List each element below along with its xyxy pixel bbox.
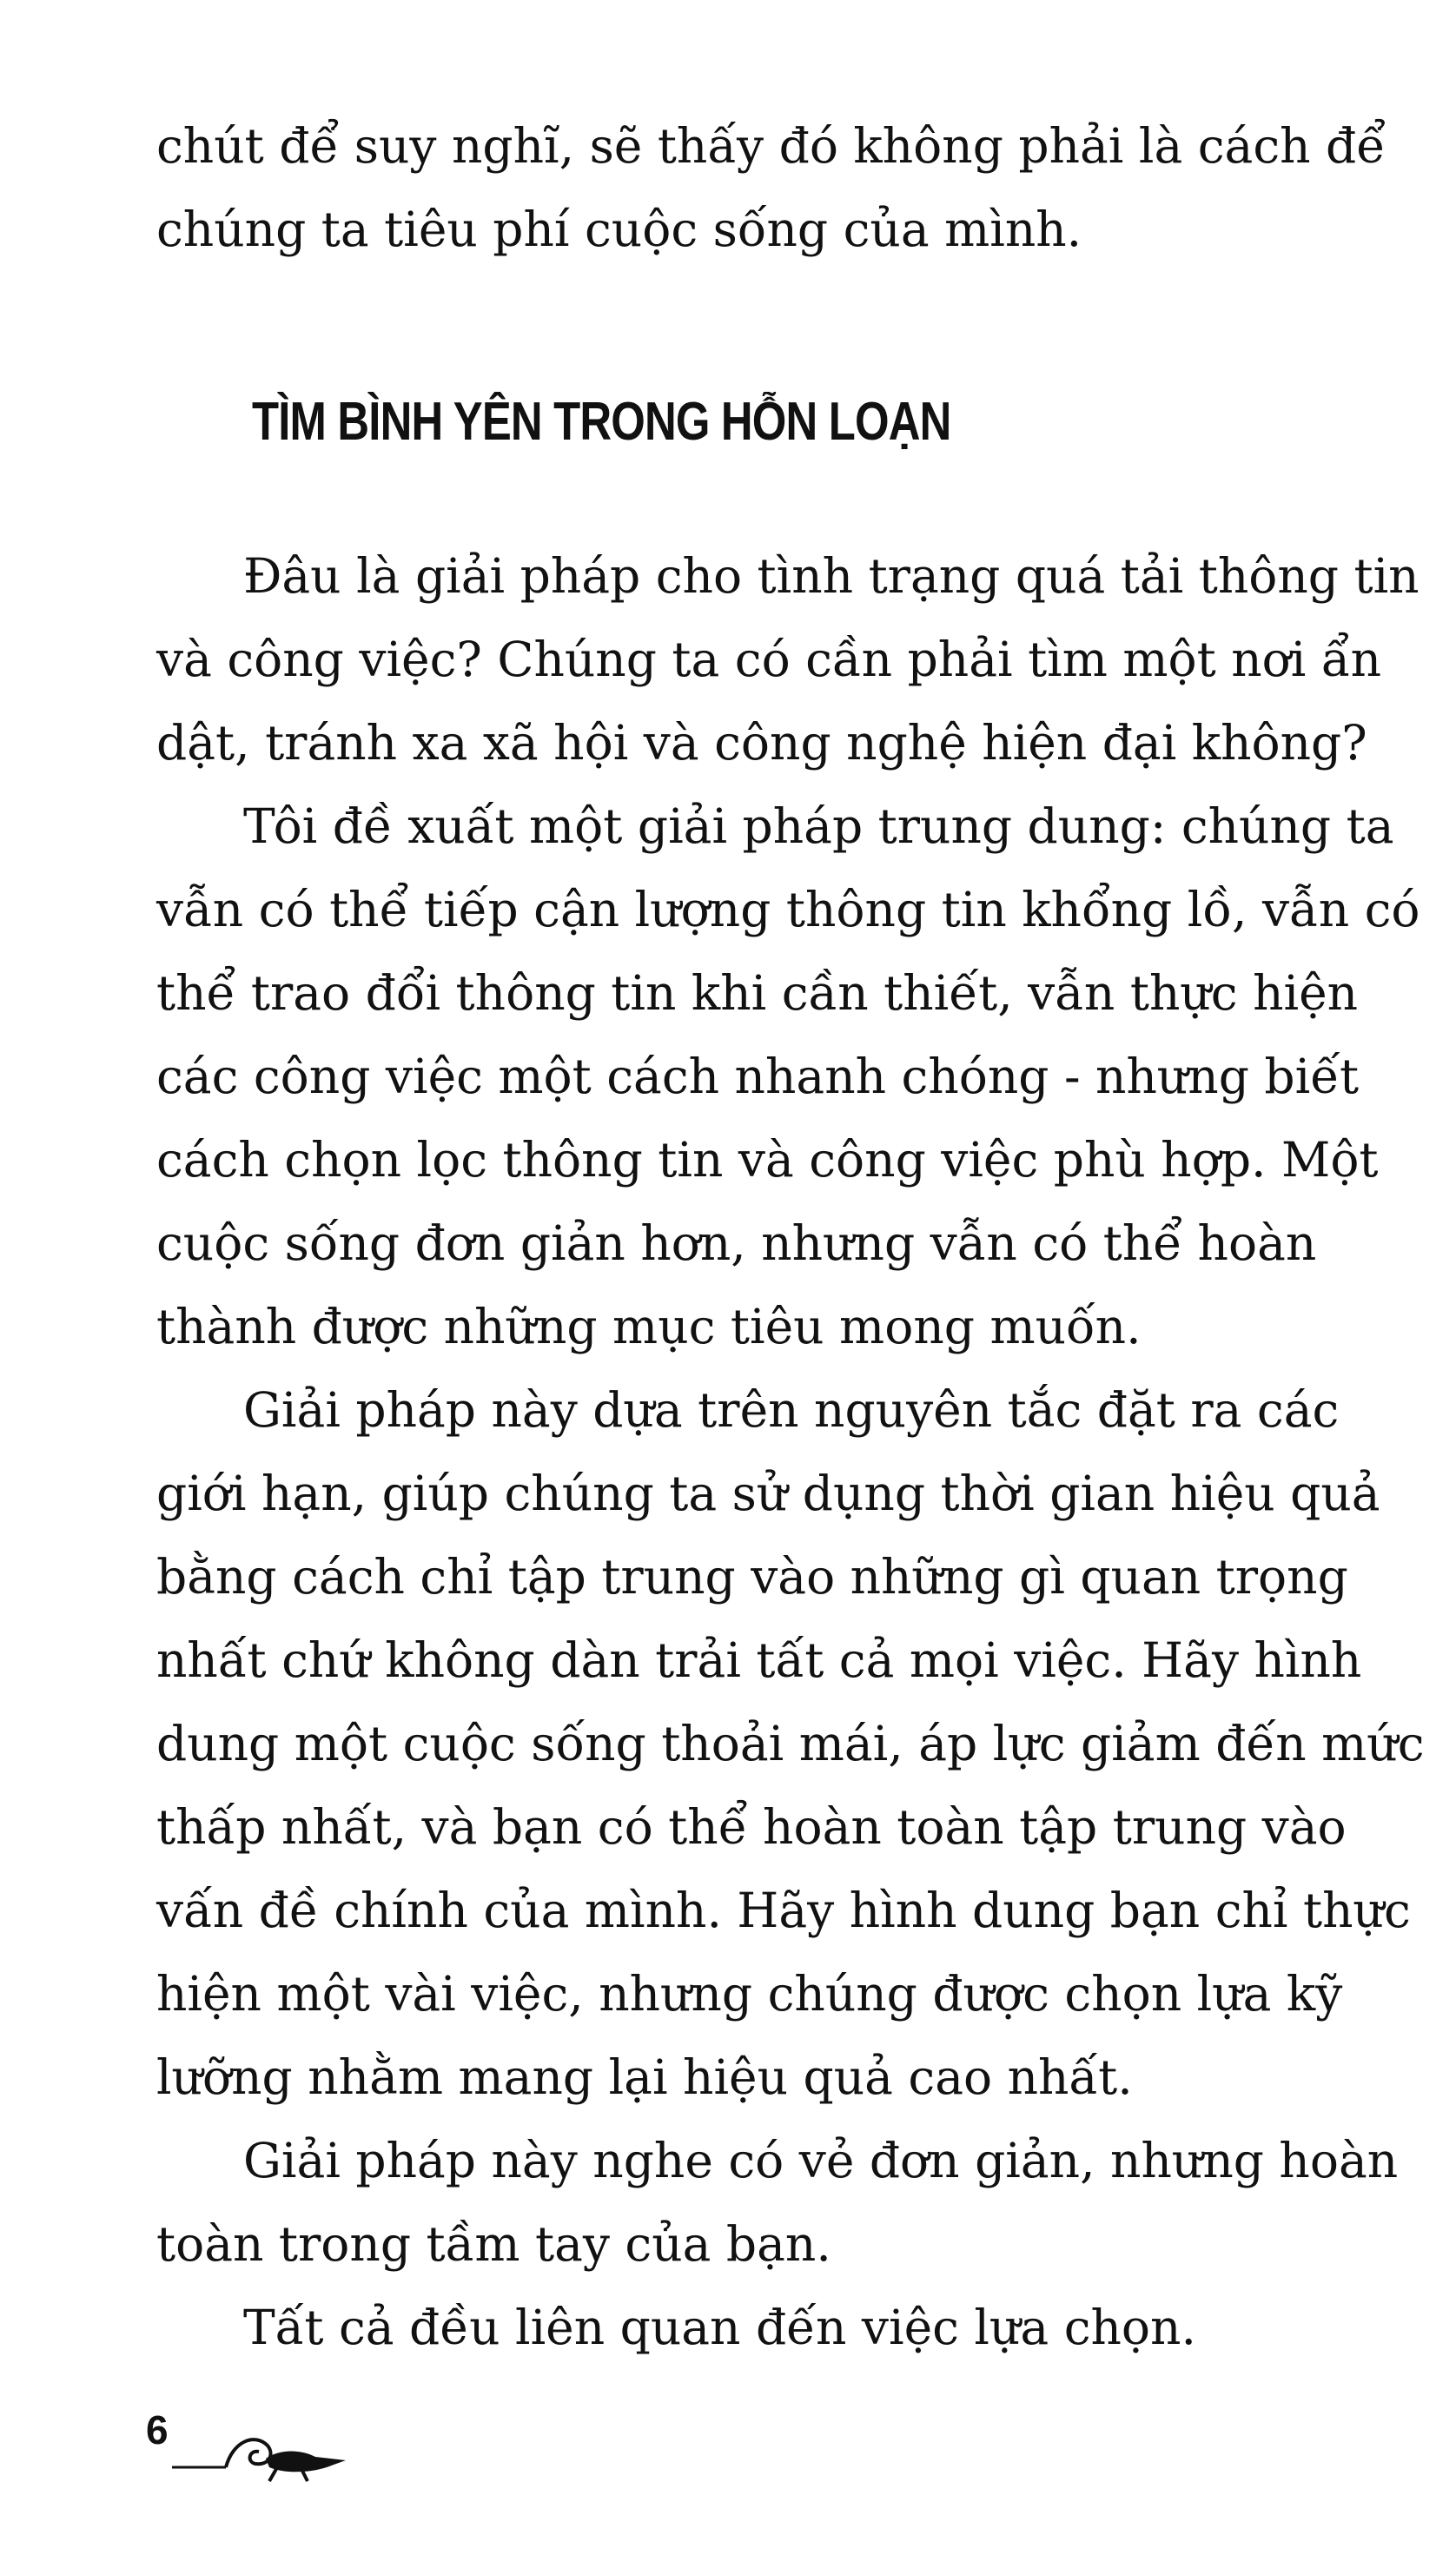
paragraph-2	[156, 784, 1420, 1368]
text-line: bằng cách chỉ tập trung vào những gì quan trọng	[156, 1549, 1348, 1605]
text-line: cuộc sống đơn giản hơn, nhưng vẫn có thể hoàn	[156, 1215, 1317, 1271]
text-line: Giải pháp này dựa trên nguyên tắc đặt ra các	[243, 1382, 1340, 1438]
turtle-ornament-icon	[172, 2406, 372, 2485]
page-number: 6	[146, 2407, 169, 2453]
text-line: Tôi đề xuất một giải pháp trung dung: chúng ta	[243, 798, 1394, 854]
text-line: thành được những mục tiêu mong muốn.	[156, 1299, 1142, 1354]
text-line: dật, tránh xa xã hội và công nghệ hiện đại không?	[156, 715, 1367, 771]
text-line: chúng ta tiêu phí cuộc sống của mình.	[156, 202, 1082, 257]
text-line: hiện một vài việc, nhưng chúng được chọn lựa kỹ	[156, 1966, 1343, 2022]
paragraph-1	[156, 534, 1420, 784]
paragraph-4	[156, 2119, 1399, 2286]
text-line: vấn đề chính của mình. Hãy hình dung bạn chỉ thực	[156, 1883, 1411, 1938]
text-line: chút để suy nghĩ, sẽ thấy đó không phải là cách để	[156, 118, 1387, 174]
text-line: nhất chứ không dàn trải tất cả mọi việc. Hãy hình	[156, 1632, 1362, 1688]
text-line: thấp nhất, và bạn có thể hoàn toàn tập trung vào	[156, 1799, 1347, 1855]
text-line: Tất cả đều liên quan đến việc lựa chọn.	[243, 2300, 1196, 2355]
text-line: toàn trong tầm tay của bạn.	[156, 2216, 831, 2272]
page-footer	[146, 2406, 372, 2493]
text-line: Đâu là giải pháp cho tình trạng quá tải thông tin	[243, 548, 1420, 604]
text-line: thể trao đổi thông tin khi cần thiết, vẫn thực hiện	[156, 965, 1359, 1021]
intro-paragraph	[156, 104, 1390, 271]
text-line: các công việc một cách nhanh chóng - nhưng biết	[156, 1049, 1360, 1104]
text-line: dung một cuộc sống thoải mái, áp lực giảm đến mức	[156, 1716, 1425, 1771]
text-line: Giải pháp này nghe có vẻ đơn giản, nhưng hoàn	[243, 2133, 1399, 2188]
text-line: lưỡng nhằm mang lại hiệu quả cao nhất.	[156, 2049, 1133, 2105]
paragraph-3	[156, 1368, 1425, 2119]
text-line: vẫn có thể tiếp cận lượng thông tin khổng lồ, vẫn có	[156, 882, 1420, 937]
text-line: giới hạn, giúp chúng ta sử dụng thời gian hiệu quả	[156, 1466, 1380, 1521]
text-line: và công việc? Chúng ta có cần phải tìm một nơi ẩn	[156, 632, 1381, 687]
text-line: cách chọn lọc thông tin và công việc phù hợp. Một	[156, 1132, 1379, 1188]
paragraph-5	[156, 2286, 1390, 2369]
section-heading: TÌM BÌNH YÊN TRONG HỖN LOẠN	[252, 392, 951, 452]
